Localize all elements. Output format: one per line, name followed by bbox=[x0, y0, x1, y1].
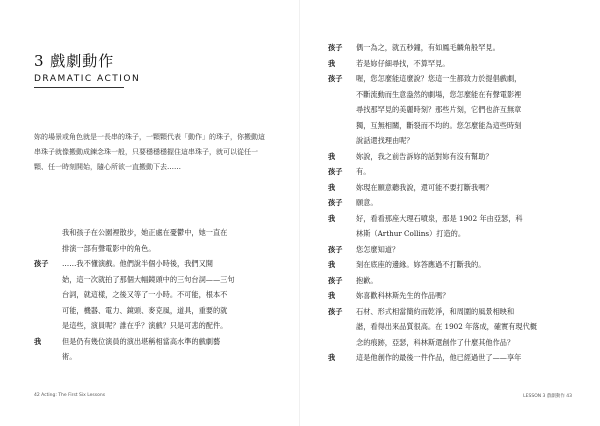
dialogue-entry bbox=[328, 273, 578, 289]
speaker-label: 我 bbox=[328, 291, 336, 300]
speaker-label: 我 bbox=[328, 260, 336, 269]
speaker-label: 我 bbox=[328, 353, 336, 362]
intro-text: 妳的場景或角色就是一長串的珠子，一顆顆代表「動作」的珠子，你搬動這串珠子就像搬動成鍊念珠一般，只要穩穩穩握住這串珠子，就可以從任一顆、任一時刻開始，隨心所欲一直搬動下去…… bbox=[34, 133, 265, 171]
dialogue-entry bbox=[34, 256, 274, 334]
chapter-intro bbox=[34, 130, 270, 175]
dialogue-line: 諧，看得出來品質很高。在 1902 年落成，確實有現代概 bbox=[356, 322, 537, 331]
right-page bbox=[300, 0, 600, 426]
dialogue-entry bbox=[328, 149, 578, 165]
dialogue-entry bbox=[328, 304, 578, 351]
speaker-label: 孩子 bbox=[328, 275, 343, 285]
dialogue-line: 是這些，演員呢？誰在乎？演戲？只是可悲的配件。 bbox=[62, 321, 228, 330]
dialogue-line: 喔，您怎麼能這麼說？您這一生都致力於提倡戲劇， bbox=[356, 74, 522, 83]
dialogue-entry bbox=[328, 180, 578, 196]
dialogue-line: 這是他創作的最後一件作品，他已經過世了——享年 bbox=[356, 353, 522, 362]
dialogue-line: 可能，機器、電力、鏡頭、麥克風，道具，重要的就 bbox=[62, 305, 228, 315]
dialogue-entry bbox=[328, 71, 578, 149]
title-rule bbox=[34, 87, 124, 88]
dialogue-line: 不斷流動而生意盎然的劇場，您怎麼能在有聲電影裡 bbox=[356, 89, 522, 99]
dialogue-line: 獨，互無相關，斷裂而不均的。您怎麼能為這些時刻 bbox=[356, 120, 522, 130]
page-footer-left: 42 Acting: The First Six Lessons bbox=[34, 393, 106, 398]
dialogue-entry bbox=[328, 164, 578, 180]
dialogue-entry bbox=[328, 350, 578, 366]
narration bbox=[62, 225, 272, 256]
dialogue-line: 偶一為之，就五秒鐘，有如鳳毛麟角般罕見。 bbox=[356, 43, 500, 52]
dialogue-entry bbox=[328, 242, 578, 258]
dialogue-line: 念的痕跡，亞瑟，科林斯還創作了什麼其他作品？ bbox=[356, 337, 515, 347]
dialogue-line: 台詞，就這樣，之後又等了一小時。不可能，根本不 bbox=[62, 290, 228, 299]
dialogue-line: 妳喜歡科林斯先生的作品嗎？ bbox=[356, 291, 450, 300]
chapter-title: 3 戲劇動作 bbox=[34, 52, 115, 70]
dialogue-line: 始，這一次就拍了那個大幅鏡頭中的三句台詞——三句 bbox=[62, 274, 235, 284]
speaker-label: 我 bbox=[34, 336, 42, 346]
dialogue-entry bbox=[328, 40, 578, 56]
dialogue-line: 但是仍有幾位演員的演出堪稱相當高水準的戲劇藝 bbox=[62, 336, 221, 346]
speaker-label: 孩子 bbox=[328, 244, 343, 254]
chapter-subtitle-en: DRAMATIC ACTION bbox=[34, 74, 141, 84]
dialogue-line: ……我不懂演戲。他們說半個小時後，我們又開 bbox=[62, 259, 213, 268]
dialogue-line: 妳說，我之前告訴妳的話對妳有沒有幫助？ bbox=[356, 151, 493, 161]
speaker-label: 孩子 bbox=[328, 43, 343, 52]
dialogue-line: 石材、形式相當簡約而乾淨，和周圍的風景相映和 bbox=[356, 306, 515, 316]
page-footer-right: LESSON 3 戲劇動作 43 bbox=[523, 394, 572, 399]
right-dialogue bbox=[328, 40, 578, 366]
speaker-label: 我 bbox=[328, 182, 336, 192]
dialogue-line: 您怎麼知道？ bbox=[356, 244, 400, 254]
dialogue-entry bbox=[328, 211, 578, 242]
narration-line: 我和孩子在公園裡散步，她正處在憂鬱中，她一直在 bbox=[62, 228, 228, 237]
dialogue-line: 林斯（Arthur Collins）打造的。 bbox=[356, 229, 466, 238]
dialogue-line: 妳現在願意聽我說，還可能不要打斷我嗎？ bbox=[356, 182, 493, 192]
dialogue-line: 好，看看那座大理石噴泉，那是 1902 年由亞瑟，科 bbox=[356, 213, 523, 223]
dialogue-entry bbox=[328, 195, 578, 211]
dialogue-entry bbox=[328, 56, 578, 72]
left-dialogue bbox=[34, 256, 274, 365]
dialogue-line: 若是妳仔細尋找，不算罕見。 bbox=[356, 58, 450, 68]
dialogue-line: 刻在底座的邊緣。妳答應過不打斷我的。 bbox=[356, 260, 486, 269]
speaker-label: 我 bbox=[328, 213, 336, 223]
dialogue-line: 願意。 bbox=[356, 198, 378, 207]
speaker-label: 孩子 bbox=[328, 74, 343, 83]
narration-line: 排演一部有聲電影中的角色。 bbox=[62, 243, 156, 253]
dialogue-entry bbox=[328, 257, 578, 273]
speaker-label: 孩子 bbox=[328, 306, 343, 316]
speaker-label: 我 bbox=[328, 151, 336, 161]
dialogue-entry bbox=[34, 334, 274, 365]
speaker-label: 我 bbox=[328, 58, 336, 68]
dialogue-line: 尋找那罕見的美麗時刻？那些片刻，它們也許互無章 bbox=[356, 105, 522, 114]
dialogue-entry bbox=[328, 288, 578, 304]
dialogue-line: 術。 bbox=[62, 352, 77, 361]
dialogue-line: 有。 bbox=[356, 167, 371, 176]
speaker-label: 孩子 bbox=[328, 167, 343, 176]
dialogue-line: 說話還找理由呢？ bbox=[356, 136, 414, 145]
dialogue-line: 抱歉。 bbox=[356, 275, 378, 285]
speaker-label: 孩子 bbox=[328, 198, 343, 207]
speaker-label: 孩子 bbox=[34, 259, 49, 268]
